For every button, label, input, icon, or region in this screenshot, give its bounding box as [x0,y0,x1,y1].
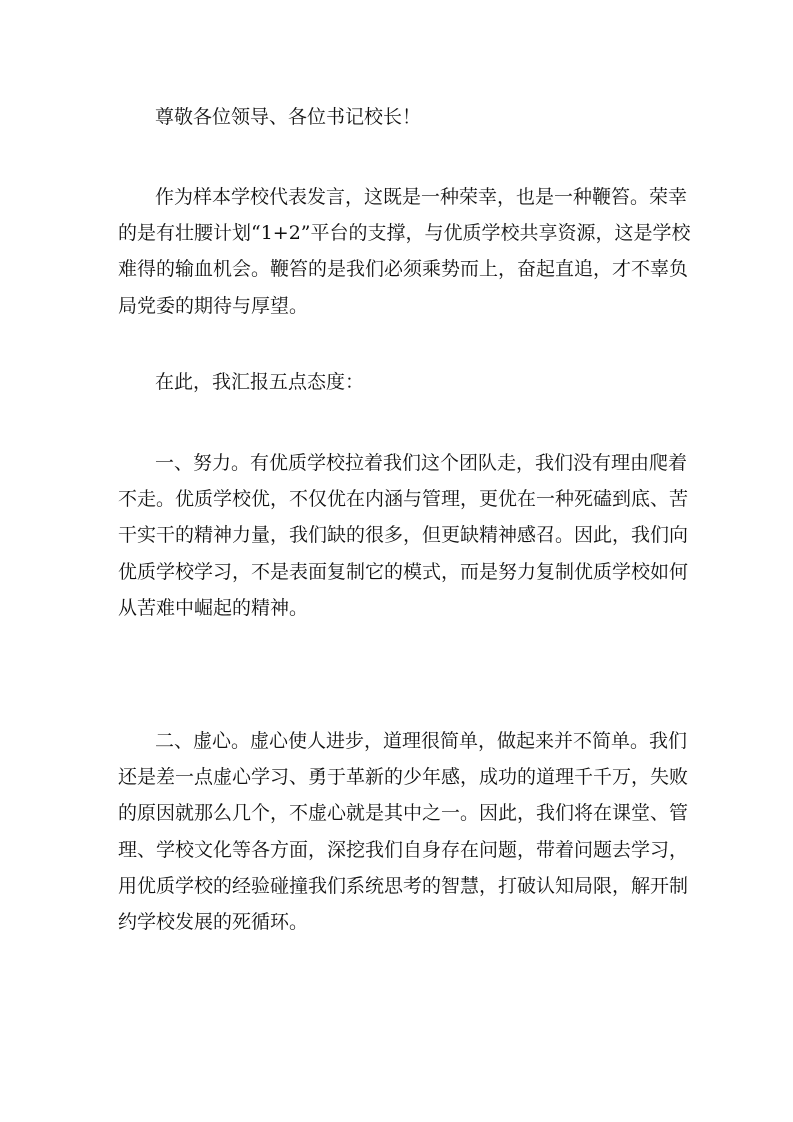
paragraph-line: 约学校发展的死循环。 [118,910,309,933]
paragraph-line: 二、虚心。虚心使人进步，道理很简单，做起来并不简单。我们 [155,730,688,752]
greeting [118,99,681,135]
paragraph-effort [118,445,689,626]
greeting-text: 尊敬各位领导、各位书记校长！ [155,106,422,128]
paragraph-line: 不走。优质学校优，不仅优在内涵与管理，更优在一种死磕到底、苦 [118,488,689,511]
paragraph-line: 一、努力。有优质学校拉着我们这个团队走，我们没有理由爬着 [155,452,688,474]
paragraph-line: 用优质学校的经验碰撞我们系统思考的智慧，打破认知局限，解开制 [118,874,689,897]
paragraph-line: 难得的输血机会。鞭笞的是我们必须乘势而上，奋起直追，才不辜负 [118,258,689,281]
paragraph-line: 的是有壮腰计划“1+2”平台的支撑，与优质学校共享资源，这是学校 [118,222,691,245]
paragraph-intro [118,179,691,324]
paragraph-line: 优质学校学习，不是表面复制它的模式，而是努力复制优质学校如何 [118,560,689,583]
paragraph-humility [118,723,689,940]
paragraph-line: 在此，我汇报五点态度： [155,371,365,393]
paragraph-report [118,364,681,400]
paragraph-line: 干实干的精神力量，我们缺的很多，但更缺精神感召。因此，我们向 [118,524,689,547]
paragraph-line: 作为样本学校代表发言，这既是一种荣幸，也是一种鞭笞。荣幸 [155,186,688,208]
paragraph-line: 理、学校文化等各方面，深挖我们自身存在问题，带着问题去学习， [118,838,689,861]
paragraph-line: 从苦难中崛起的精神。 [118,596,309,619]
paragraph-line: 的原因就那么几个，不虚心就是其中之一。因此，我们将在课堂、管 [118,802,689,825]
paragraph-line: 局党委的期待与厚望。 [118,294,309,317]
paragraph-line: 还是差一点虚心学习、勇于革新的少年感，成功的道理千千万，失败 [118,766,689,789]
